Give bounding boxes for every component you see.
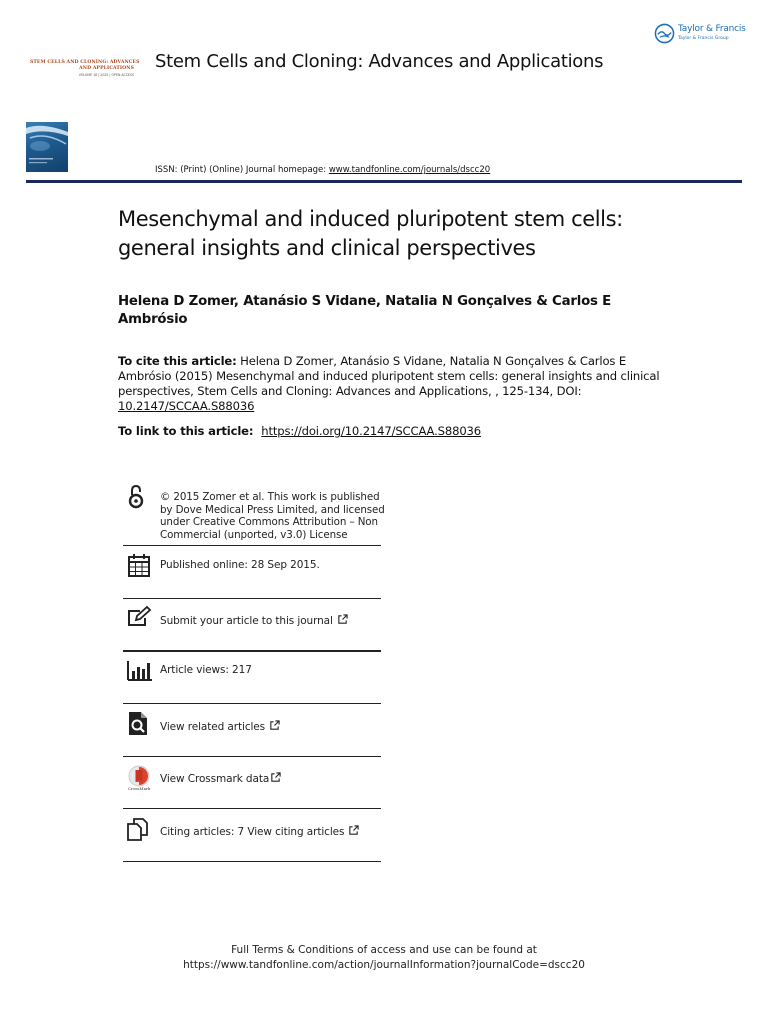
publisher-logo[interactable] xyxy=(654,22,754,48)
related-articles-icon xyxy=(125,711,153,737)
external-link-icon xyxy=(270,772,281,783)
publisher-group: Taylor & Francis Group xyxy=(678,36,729,41)
related-articles-label: View related articles xyxy=(160,721,266,733)
info-divider xyxy=(123,703,381,704)
wordmark-line-2: AND APPLICATIONS xyxy=(79,66,134,71)
link-label: To link to this article: xyxy=(118,424,258,438)
doi-link[interactable]: https://doi.org/10.2147/SCCAA.S88036 xyxy=(261,424,482,438)
view-related-articles-link[interactable] xyxy=(160,720,280,733)
bar-chart-icon xyxy=(125,658,153,684)
external-link-icon xyxy=(348,825,359,836)
submit-article-link[interactable] xyxy=(160,614,348,627)
header-divider xyxy=(26,180,742,183)
wordmark-line-3: VOLUME 18 | 2025 | OPEN ACCESS xyxy=(78,73,134,77)
issn-text: ISSN: (Print) (Online) Journal homepage: xyxy=(155,165,329,175)
journal-cover-image[interactable] xyxy=(26,122,68,172)
submit-article-label: Submit your article to this journal xyxy=(160,615,333,627)
cover-art-icon xyxy=(26,122,68,172)
journal-homepage-link[interactable]: www.tandfonline.com/journals/dscc20 xyxy=(328,165,491,175)
citation-block xyxy=(118,354,663,414)
calendar-icon xyxy=(125,553,153,579)
info-divider xyxy=(123,861,381,862)
external-link-icon xyxy=(337,614,348,625)
article-views: Article views: 217 xyxy=(160,664,252,676)
edit-icon xyxy=(125,605,153,631)
issn-line xyxy=(155,165,490,175)
article-title: Mesenchymal and induced pluripotent stem cells: general insights and clinical perspectives xyxy=(118,207,623,260)
article-authors: Helena D Zomer, Atanásio S Vidane, Natalia N Gonçalves & Carlos E Ambrósio xyxy=(118,294,612,327)
publisher-name: Taylor & Francis xyxy=(678,24,746,34)
footer-terms: Full Terms & Conditions of access and use can be found at xyxy=(231,944,537,956)
view-crossmark-link[interactable] xyxy=(160,772,281,785)
wordmark-line-1: STEM CELLS AND CLONING: ADVANCES xyxy=(30,60,140,65)
citing-articles-icon xyxy=(125,816,153,842)
doi-short-link[interactable]: 10.2147/SCCAA.S88036 xyxy=(118,399,255,413)
footer xyxy=(0,943,768,973)
external-link-icon xyxy=(269,720,280,731)
info-divider xyxy=(123,650,381,652)
citing-articles-label: Citing articles: 7 View citing articles xyxy=(160,826,345,838)
info-divider xyxy=(123,598,381,599)
info-divider xyxy=(123,756,381,757)
published-online: Published online: 28 Sep 2015. xyxy=(160,559,320,571)
footer-terms-url[interactable]: https://www.tandfonline.com/action/journalInformation?journalCode=dscc20 xyxy=(183,959,585,971)
license-text: © 2015 Zomer et al. This work is published by Dove Medical Press Limited, and licensed under Creative Commons Attribution – Non Commercial (unported, v3.0) License xyxy=(160,491,385,541)
taylor-francis-logo-icon xyxy=(654,23,675,44)
journal-title: Stem Cells and Cloning: Advances and Applications xyxy=(155,51,604,72)
info-divider xyxy=(123,808,381,809)
open-access-icon xyxy=(125,484,153,510)
crossmark-icon-label: CrossMark xyxy=(128,786,151,791)
link-line xyxy=(118,424,481,438)
citing-articles-link[interactable] xyxy=(160,825,359,838)
journal-wordmark xyxy=(30,60,140,78)
info-divider xyxy=(123,545,381,546)
crossmark-label: View Crossmark data xyxy=(160,773,270,785)
cite-label: To cite this article: xyxy=(118,354,237,368)
cite-text: Helena D Zomer, Atanásio S Vidane, Natalia N Gonçalves & Carlos E Ambrósio (2015) Mesenchymal and induced pluripotent stem cells: general insights and clinical perspectives, Stem Cells and Cloning: Advances and Applications, , 125-134, DOI: xyxy=(118,354,660,398)
